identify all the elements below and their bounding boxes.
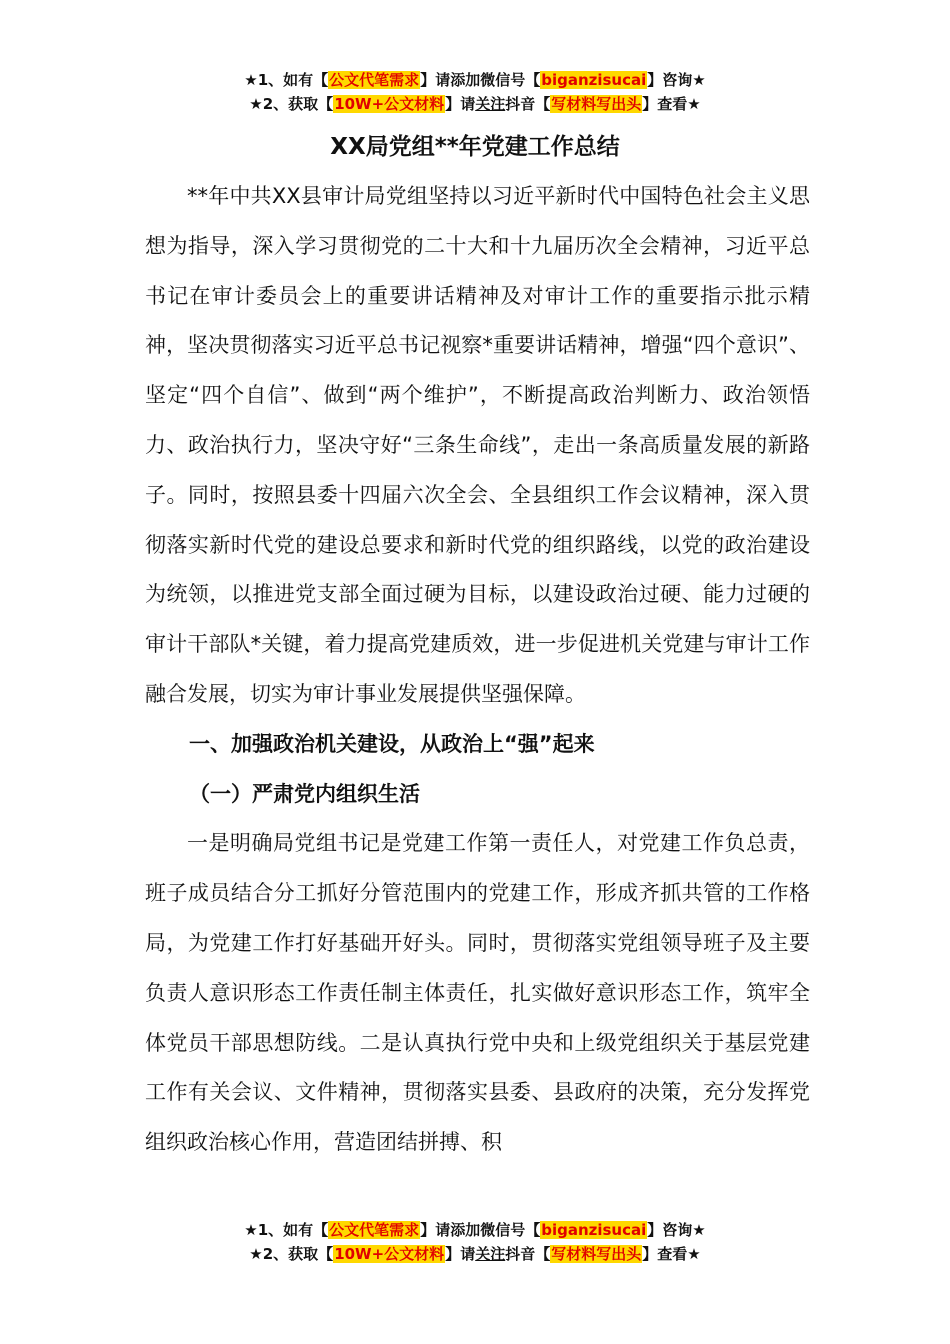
banner-text: 】请: [445, 1245, 476, 1263]
banner-text: 】请添加微信号【: [420, 1221, 541, 1239]
body-paragraph: 一是明确局党组书记是党建工作第一责任人，对党建工作负总责，班子成员结合分工抓好分管范围内的党建工作，形成齐抓共管的工作格局，为党建工作打好基础开好头。同时，贯彻落实党组领导班子及主要负责人意识形态工作责任制主体责任，扎实做好意识形态工作，筑牢全体党员干部思想防线。二是认真执行党中央和上级党组织关于基层党建工作有关会议、文件精神，贯彻落实县委、县政府的决策，充分发挥党组织政治核心作用，营造团结拼搏、积: [145, 831, 810, 1155]
banner-line-1: [0, 68, 950, 92]
banner-text: ★2、获取【: [249, 95, 334, 113]
wechat-id-highlight: biganzisucai: [541, 1221, 647, 1239]
wechat-id-highlight: biganzisucai: [541, 71, 647, 89]
banner-line-2: [0, 1242, 950, 1266]
banner-line-1: [0, 1218, 950, 1242]
douyin-account-highlight: 写材料写出头: [551, 95, 642, 113]
banner-highlight: 公文代笔需求: [329, 1221, 420, 1239]
banner-highlight: 10W+公文材料: [334, 95, 445, 113]
subsection-heading: （一）严肃党内组织生活: [189, 781, 420, 806]
banner-text: ★1、如有【: [244, 1221, 329, 1239]
banner-text: ★1、如有【: [244, 71, 329, 89]
banner-underline: 关注: [475, 1245, 506, 1263]
bottom-banner: [0, 1218, 950, 1266]
banner-text: 抖音【: [505, 1245, 551, 1263]
document-title: XX局党组**年党建工作总结: [330, 134, 620, 160]
banner-underline: 关注: [475, 95, 506, 113]
banner-text: 抖音【: [505, 95, 551, 113]
banner-highlight: 公文代笔需求: [329, 71, 420, 89]
banner-line-2: [0, 92, 950, 116]
banner-text: ★2、获取【: [249, 1245, 334, 1263]
banner-text: 】请添加微信号【: [420, 71, 541, 89]
banner-text: 】查看★: [642, 1245, 701, 1263]
intro-paragraph: **年中共XX县审计局党组坚持以习近平新时代中国特色社会主义思想为指导，深入学习贯彻党的二十大和十九届历次全会精神，习近平总书记在审计委员会上的重要讲话精神及对审计工作的重要指示批示精神，坚决贯彻落实习近平总书记视察*重要讲话精神，增强“四个意识”、坚定“四个自信”、做到“两个维护”，不断提高政治判断力、政治领悟力、政治执行力，坚决守好“三条生命线”，走出一条高质量发展的新路子。同时，按照县委十四届六次全会、全县组织工作会议精神，深入贯彻落实新时代党的建设总要求和新时代党的组织路线，以党的政治建设为统领，以推进党支部全面过硬为目标，以建设政治过硬、能力过硬的审计干部队*关键，着力提高党建质效，进一步促进机关党建与审计工作融合发展，切实为审计事业发展提供坚强保障。: [145, 184, 810, 706]
banner-highlight: 10W+公文材料: [334, 1245, 445, 1263]
top-banner: [0, 68, 950, 116]
document-body: [145, 172, 810, 1168]
douyin-account-highlight: 写材料写出头: [551, 1245, 642, 1263]
banner-text: 】查看★: [642, 95, 701, 113]
banner-text: 】咨询★: [647, 1221, 706, 1239]
banner-text: 】请: [445, 95, 476, 113]
banner-text: 】咨询★: [647, 71, 706, 89]
section-heading: 一、加强政治机关建设，从政治上“强”起来: [189, 731, 595, 756]
